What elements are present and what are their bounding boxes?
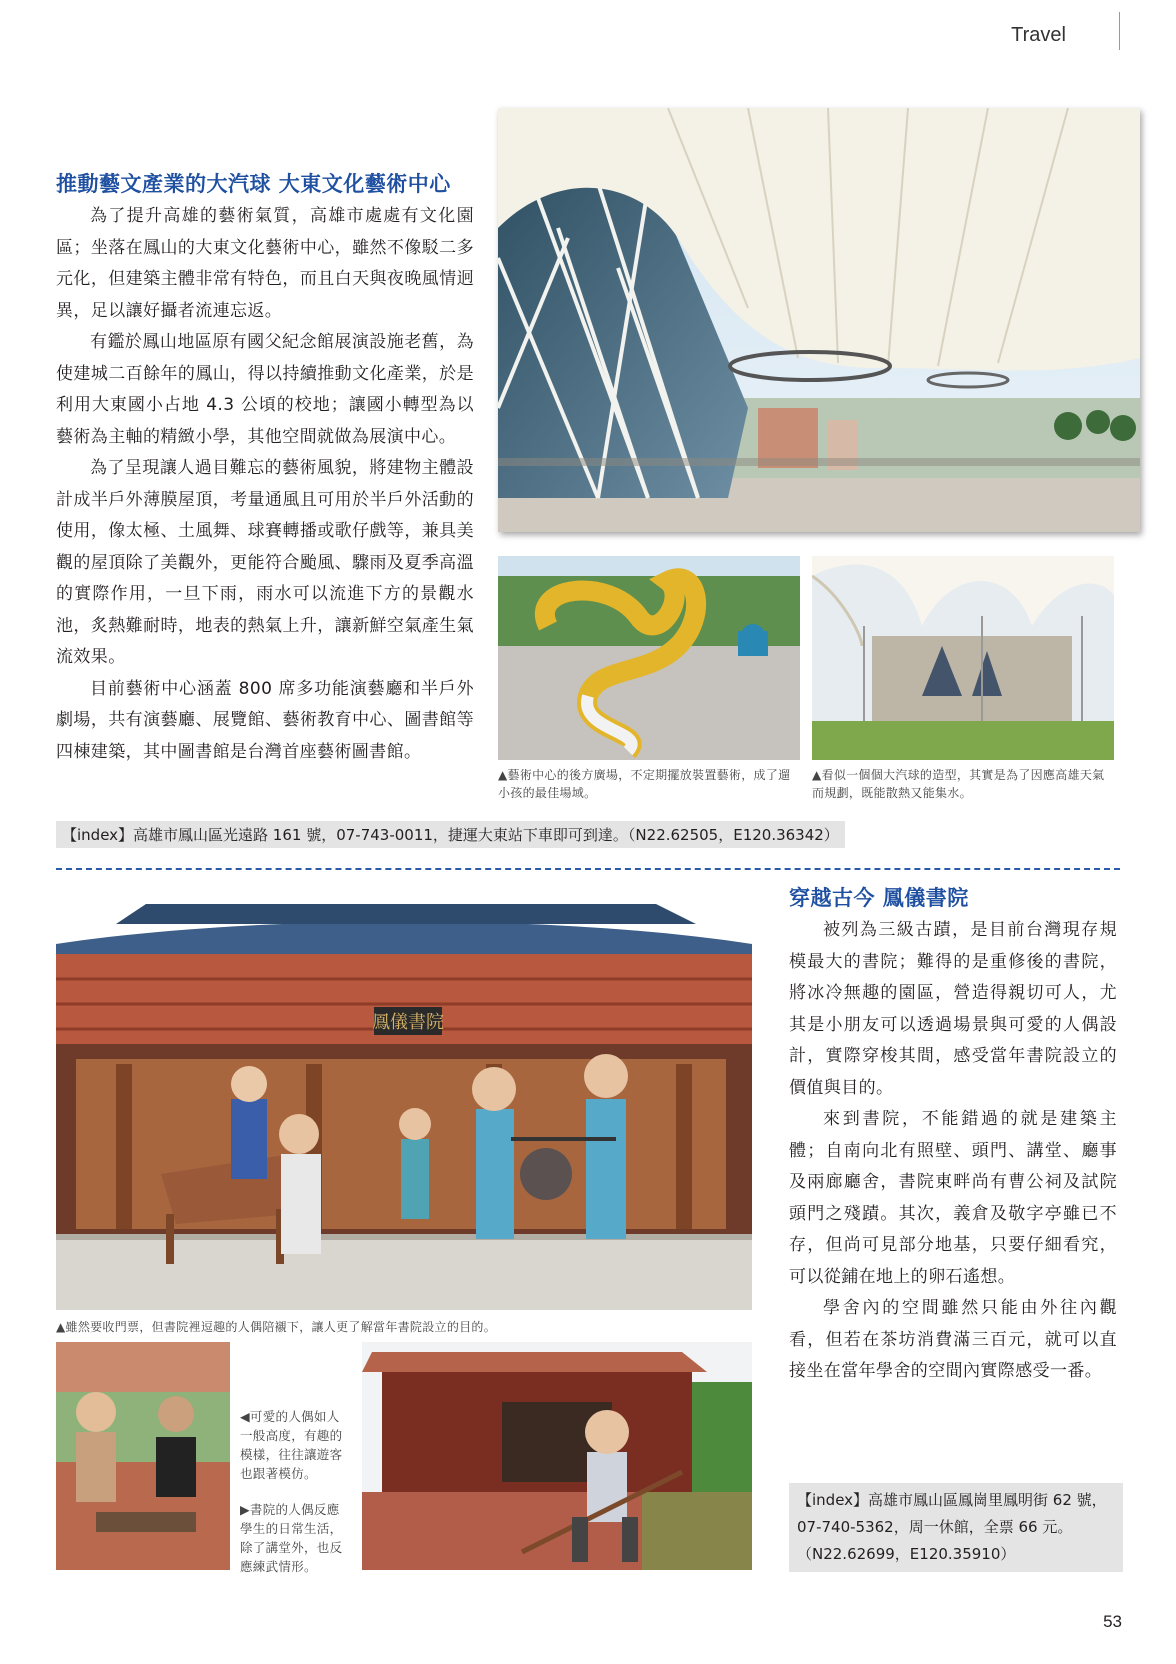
cultural-center-roof-photo [498,108,1140,532]
balloon-roofs-photo [812,556,1114,760]
section1-index-info: 【index】高雄市鳳山區光遠路 161 號，07-743-0011，捷運大東站下車即可到達。（N22.62505，E120.36342） [56,821,845,848]
visitor-mimic-photo [56,1342,230,1570]
section1-paragraph-4: 目前藝術中心涵蓋 800 席多功能演藝廳和半戶外劇場，共有演藝廳、展覽館、藝術教育中心、圖書館等四棟建築，其中圖書館是台灣首座藝術圖書館。 [56,678,474,762]
martial-figure-photo [362,1342,752,1570]
academy-main-caption: ▲雖然要收門票，但書院裡逗趣的人偶陪襯下，讓人更了解當年書院設立的目的。 [56,1320,497,1334]
balloon-photo-caption: ▲看似一個個大汽球的造型，其實是為了因應高雄天氣而規劃，既能散熱又能集水。 [812,768,1105,800]
section2-index-info: 【index】高雄市鳳山區鳳崗里鳳明街 62 號，07-740-5362，周一休館，全票 66 元。（N22.62699，E120.35910） [789,1483,1123,1572]
section2-paragraph-1: 被列為三級古蹟，是目前台灣現存規模最大的書院；難得的是重修後的書院，將冰冷無趣的園區，營造得親切可人，尤其是小朋友可以透過場景與可愛的人偶設計，實際穿梭其間，感受當年書院設立的價值與目的。 [789,920,1117,1098]
section-label: Travel [1011,24,1066,46]
section2-title: 穿越古今 鳳儀書院 [789,886,969,910]
mimic-photo-caption: ◀可愛的人偶如人一般高度，有趣的模樣，往往讓遊客也跟著模仿。 [240,1409,343,1481]
section1-title: 推動藝文產業的大汽球 大東文化藝術中心 [56,172,451,196]
section-divider [56,868,1120,870]
section2-body [789,915,1117,1388]
academy-sign: 鳳儀書院 [372,1012,444,1033]
sculpture-plaza-photo [498,556,800,760]
section1-paragraph-2: 有鑑於鳳山地區原有國父紀念館展演設施老舊，為使建城二百餘年的鳳山，得以持續推動文化產業，於是利用大東國小占地 4.3 公頃的校地；讓國小轉型為以藝術為主軸的精緻小學，其他空間就做為展演中心。 [56,332,474,447]
header-divider [1119,12,1120,50]
plaza-photo-caption: ▲藝術中心的後方廣場，不定期擺放裝置藝術，成了遛小孩的最佳場域。 [498,768,791,800]
martial-photo-caption: ▶書院的人偶反應學生的日常生活，除了講堂外，也反應練武情形。 [240,1502,343,1574]
academy-main-photo [56,884,752,1310]
section1-paragraph-3: 為了呈現讓人過目難忘的藝術風貌，將建物主體設計成半戶外薄膜屋頂，考量通風且可用於半戶外活動的使用，像太極、土風舞、球賽轉播或歌仔戲等，兼具美觀的屋頂除了美觀外，更能符合颱風、驟雨及夏季高溫的實際作用，一旦下雨，雨水可以流進下方的景觀水池，炙熱難耐時，地表的熱氣上升，讓新鮮空氣產生氣流效果。 [56,458,474,667]
section1-paragraph-1: 為了提升高雄的藝術氣質，高雄市處處有文化園區；坐落在鳳山的大東文化藝術中心，雖然不像駁二多元化，但建築主體非常有特色，而且白天與夜晚風情迥異，足以讓好攝者流連忘返。 [56,206,474,321]
page-number: 53 [1103,1612,1122,1631]
section2-paragraph-2: 來到書院，不能錯過的就是建築主體；自南向北有照壁、頭門、講堂、廳事及兩廊廳舍，書院東畔尚有曹公祠及試院頭門之殘蹟。其次，義倉及敬字亭雖已不存，但尚可見部分地基，只要仔細看究，可以從鋪在地上的卵石遙想。 [789,1109,1117,1287]
section2-paragraph-3: 學舍內的空間雖然只能由外往內觀看，但若在茶坊消費滿三百元，就可以直接坐在當年學舍的空間內實際感受一番。 [789,1298,1117,1381]
section1-body [56,201,474,768]
